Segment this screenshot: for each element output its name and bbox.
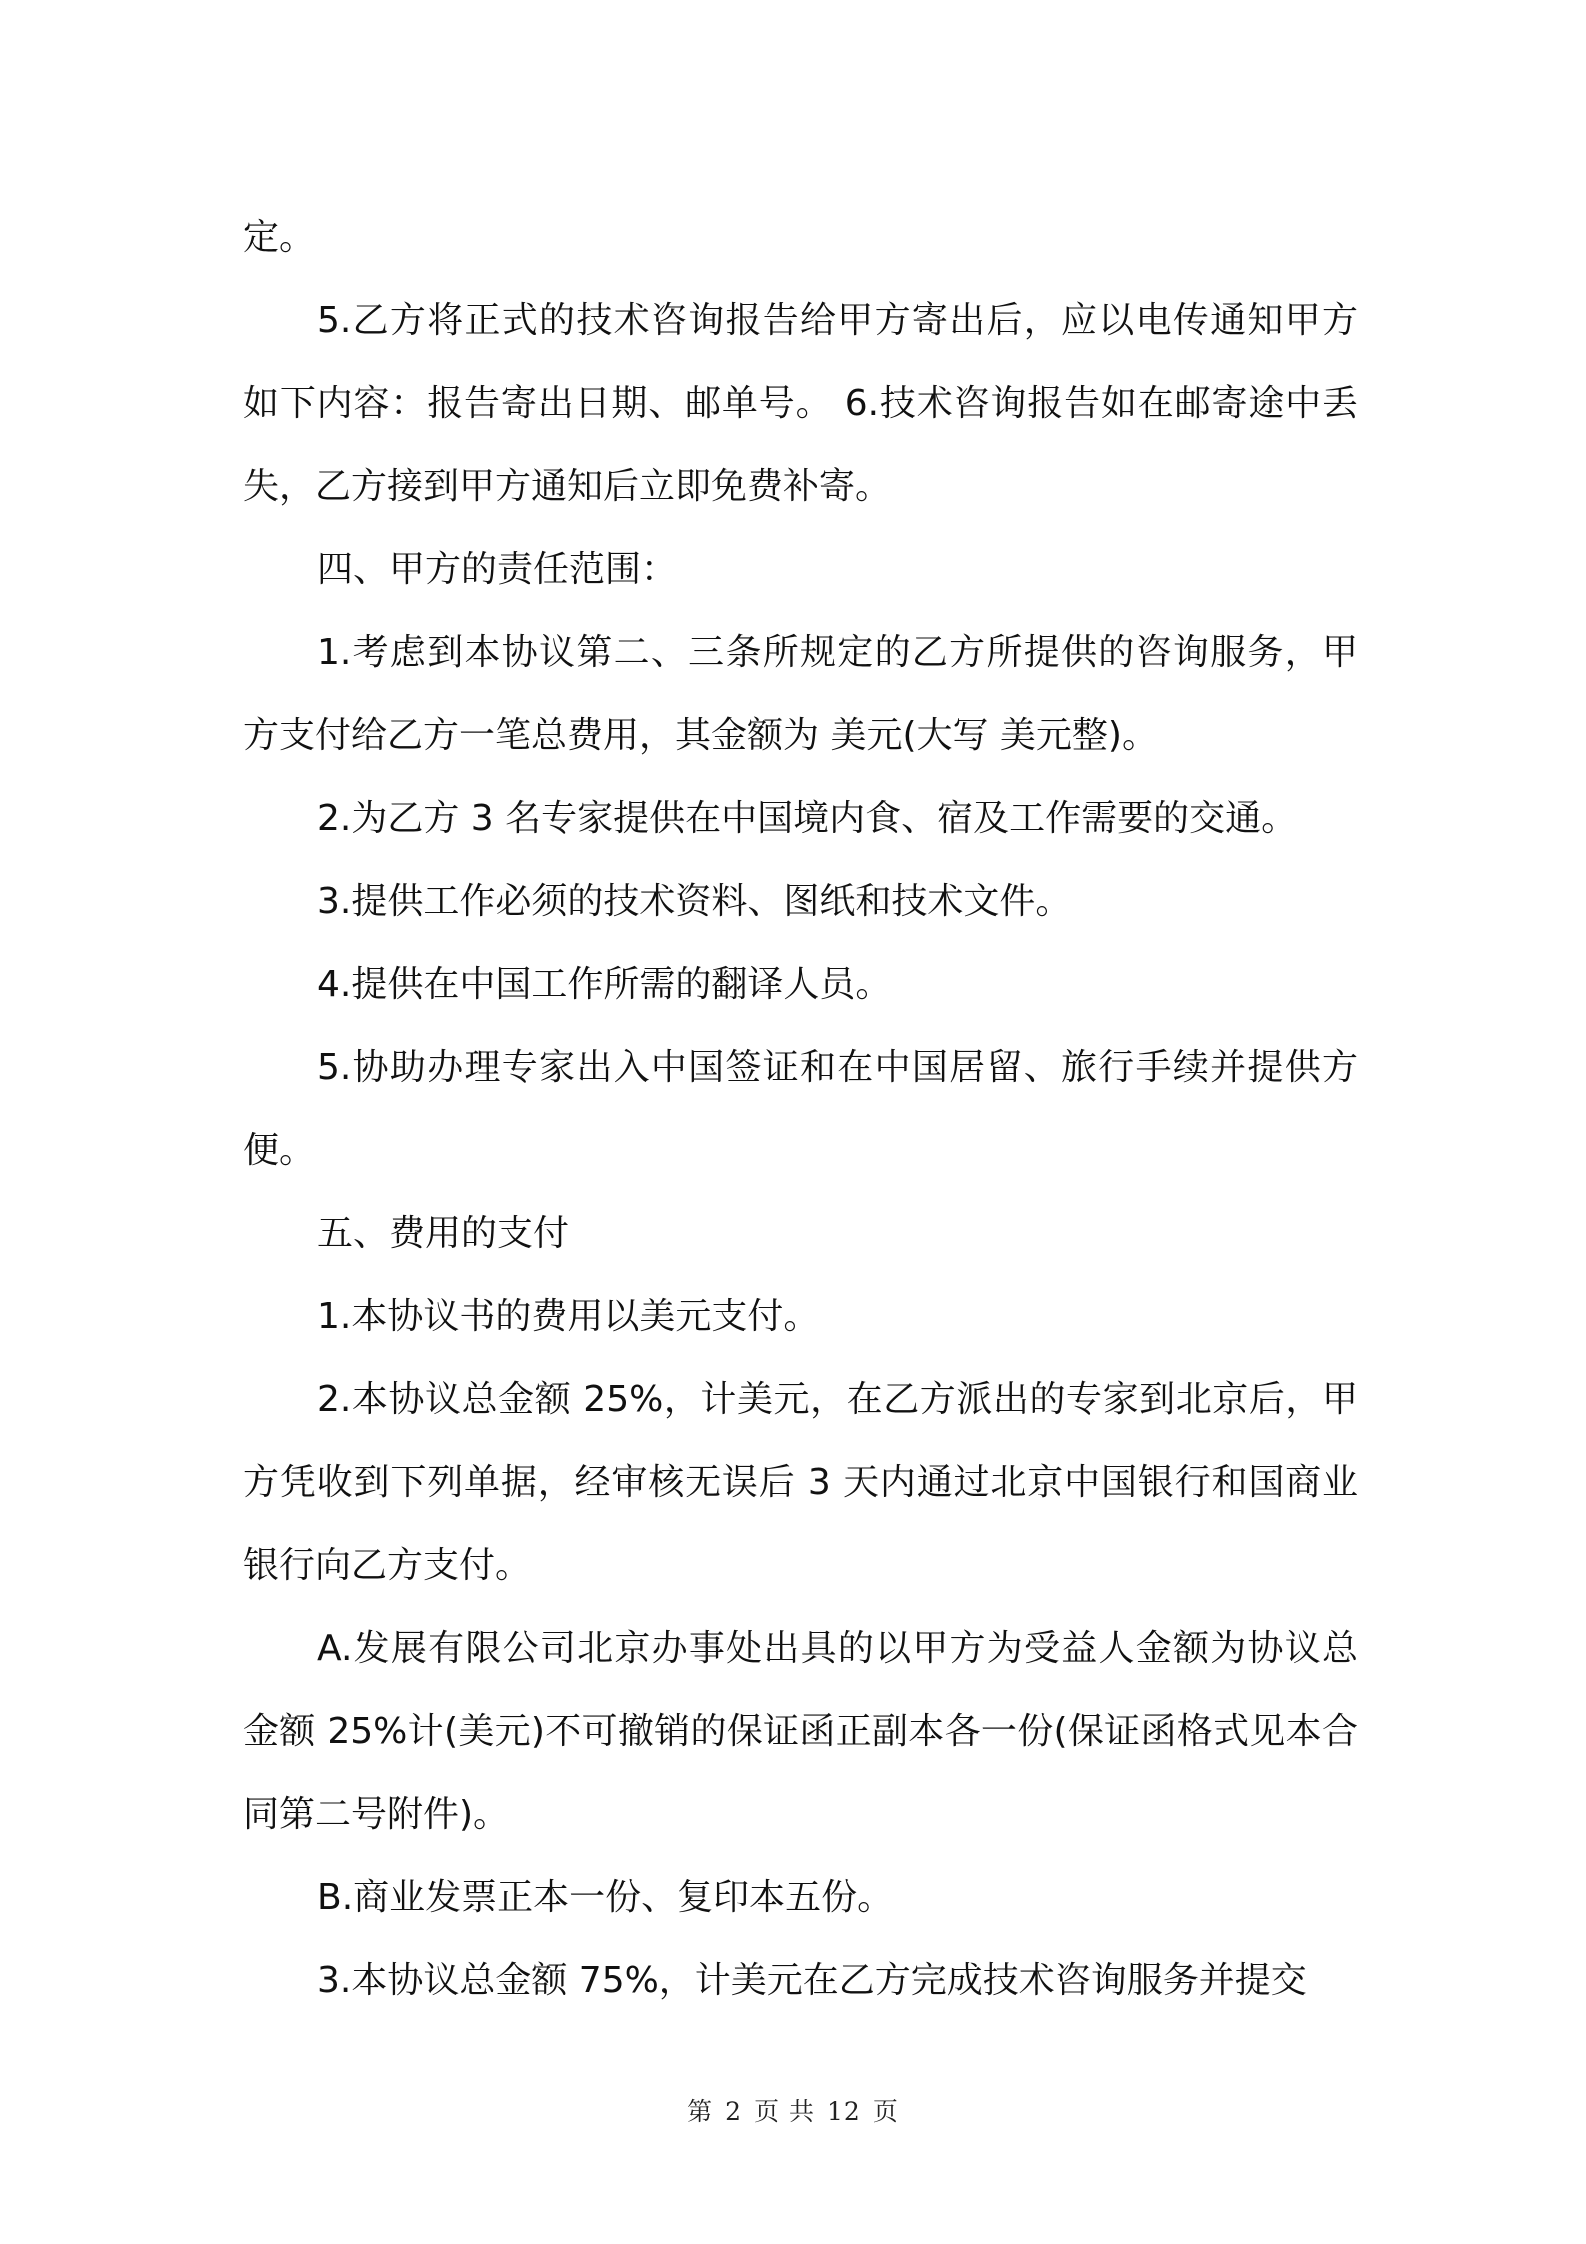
paragraph-report-notice: 5.乙方将正式的技术咨询报告给甲方寄出后，应以电传通知甲方如下内容：报告寄出日期、邮单号。 6.技术咨询报告如在邮寄途中丢失，乙方接到甲方通知后立即免费补寄。 (243, 300, 1358, 507)
paragraph-visa-assistance: 5.协助办理专家出入中国签证和在中国居留、旅行手续并提供方便。 (243, 1047, 1358, 1171)
paragraph-translators: 4.提供在中国工作所需的翻译人员。 (317, 964, 892, 1005)
page-footer (0, 2092, 1586, 2128)
footer-total-pages: 12 (827, 2097, 861, 2126)
document-body (243, 196, 1358, 2022)
footer-prefix: 第 (687, 2097, 714, 2126)
paragraph-technical-materials: 3.提供工作必须的技术资料、图纸和技术文件。 (317, 881, 1072, 922)
paragraph-payment-75-percent: 3.本协议总金额 75%，计美元在乙方完成技术咨询服务并提交 (317, 1960, 1307, 2001)
footer-current-page: 2 (725, 2097, 743, 2126)
paragraph-continuation: 定。 (243, 217, 316, 258)
footer-suffix: 页 (872, 2097, 899, 2126)
section-heading-payment: 五、费用的支付 (317, 1213, 570, 1254)
paragraph-total-fee: 1.考虑到本协议第二、三条所规定的乙方所提供的咨询服务，甲方支付给乙方一笔总费用，其金额为 美元(大写 美元整)。 (243, 632, 1358, 756)
footer-middle: 页 共 (754, 2097, 816, 2126)
section-heading-party-a-responsibilities: 四、甲方的责任范围： (317, 549, 678, 590)
paragraph-commercial-invoice: B.商业发票正本一份、复印本五份。 (317, 1877, 894, 1918)
paragraph-experts-accommodation: 2.为乙方 3 名专家提供在中国境内食、宿及工作需要的交通。 (317, 798, 1298, 839)
paragraph-payment-25-percent: 2.本协议总金额 25%，计美元，在乙方派出的专家到北京后，甲方凭收到下列单据，经审核无误后 3 天内通过北京中国银行和国商业银行向乙方支付。 (243, 1379, 1358, 1586)
paragraph-payment-currency: 1.本协议书的费用以美元支付。 (317, 1296, 820, 1337)
paragraph-guarantee-letter: A.发展有限公司北京办事处出具的以甲方为受益人金额为协议总金额 25%计(美元)不可撤销的保证函正副本各一份(保证函格式见本合同第二号附件)。 (243, 1628, 1358, 1835)
